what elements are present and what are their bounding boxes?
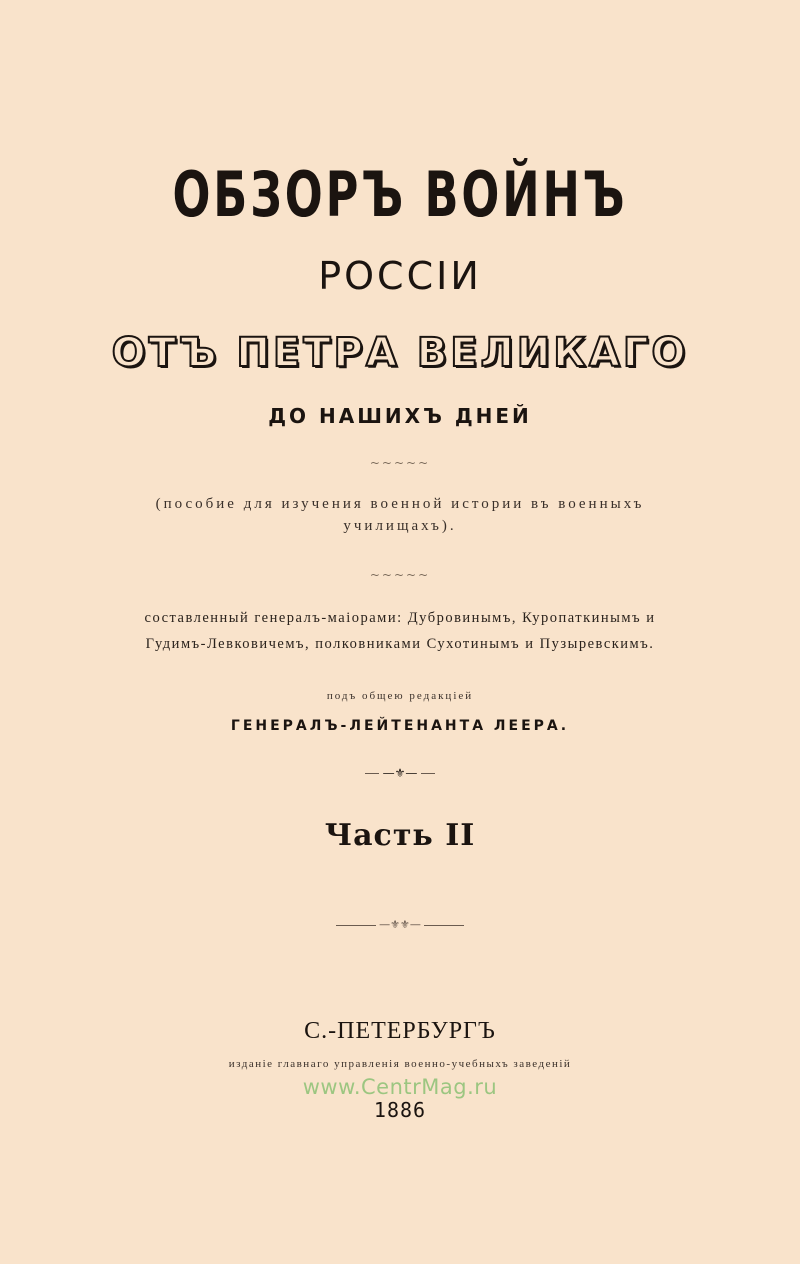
separator-ornament-2 (0, 918, 800, 931)
purpose-line-2: училищахъ). (343, 518, 457, 534)
ornament-divider-1: ~~~~~ (369, 456, 431, 470)
compilers-line-2: Гудимъ-Левковичемъ, полковниками Сухотинымъ и Пузыревскимъ. (145, 636, 655, 652)
separator-ornament-1 (0, 766, 800, 780)
editor-line-2: ГЕНЕРАЛЪ-ЛЕЙТЕНАНТА ЛЕЕРА. (230, 718, 570, 734)
publication-year: 1886 (373, 1098, 427, 1122)
purpose-line-1: (пособие для изучения военной истории въ военныхъ (155, 496, 645, 512)
publisher: изданіе главнаго управленія военно-учебныхъ заведеній (228, 1058, 572, 1070)
part-number: Часть II (324, 818, 476, 853)
watermark: www.CentrMag.ru (302, 1075, 498, 1099)
book-title: ОБЗОРЪ ВОЙНЪ (172, 158, 628, 231)
ornate-title-line: ОТЪ ПЕТРА ВЕЛИКАГО (111, 330, 689, 376)
book-subtitle: РОССІИ (318, 254, 482, 298)
separator-glyph: —⚜⚜— (379, 918, 421, 931)
ornament-divider-2: ~~~~~ (369, 568, 431, 582)
editor-line-1: подъ общею редакціей (326, 690, 474, 702)
until-line: ДО НАШИХЪ ДНЕЙ (268, 404, 532, 428)
city: С.-ПЕТЕРБУРГЪ (304, 1018, 496, 1044)
compilers-line-1: составленный генералъ-маіорами: Дубровинымъ, Куропаткинымъ и (144, 610, 656, 626)
separator-glyph: —⚜— (382, 766, 418, 780)
